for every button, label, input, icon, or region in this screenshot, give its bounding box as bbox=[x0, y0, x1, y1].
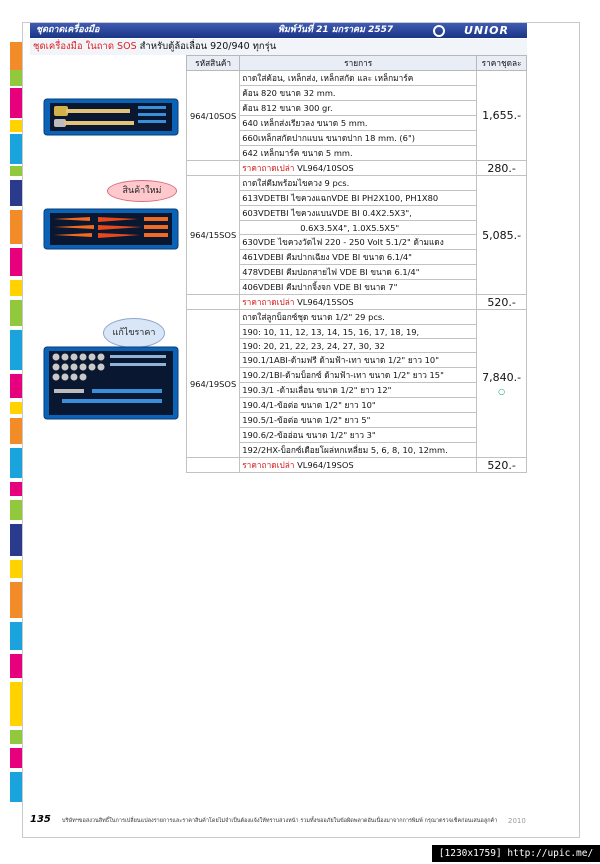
stripe bbox=[10, 166, 22, 176]
footer-disclaimer: บริษัทฯขอสงวนสิทธิ์ในการเปลี่ยนแปลงรายการและราคาสินค้าโดยไม่จำเป็นต้องแจ้งให้ทราบล่วงหน้า รวมทั้งขออภัยในข้อผิดพลาดอันเนื่องมาจากการพิมพ์ กรุณาตรวจเช็คก่อนเสนอลูกค้า bbox=[62, 818, 498, 824]
section-title-black: สำหรับตู้ล้อเลื่อน 920/940 ทุกรุ่น bbox=[136, 41, 277, 52]
stripe bbox=[10, 524, 22, 556]
tray-price-label: ราคาถาดเปล่า bbox=[242, 163, 295, 173]
stripe bbox=[10, 120, 22, 132]
tray-price-text bbox=[240, 458, 477, 473]
stripe bbox=[10, 134, 22, 164]
pliers-screwdriver-tray-image bbox=[42, 205, 180, 251]
item-text: 190.3/1 -ด้ามเลื่อน ขนาด 1/2" ยาว 12" bbox=[240, 383, 477, 398]
stripe bbox=[10, 300, 22, 326]
item-text: 190: 20, 21, 22, 23, 24, 27, 30, 32 bbox=[240, 339, 477, 353]
stripe bbox=[10, 248, 22, 276]
stripe bbox=[10, 622, 22, 650]
empty-cell bbox=[187, 295, 240, 310]
table-row bbox=[187, 71, 527, 86]
socket-set-tray-image bbox=[42, 345, 180, 421]
brand-logo-icon bbox=[433, 25, 445, 37]
brand-name: UNIOR bbox=[463, 24, 509, 37]
price-edited-badge: แก้ไขราคา bbox=[103, 318, 165, 348]
set-price-value: 7,840.- bbox=[482, 370, 522, 384]
empty-cell bbox=[187, 161, 240, 176]
tray-price-row bbox=[187, 295, 527, 310]
stripe bbox=[10, 374, 22, 398]
tray-price-label: ราคาถาดเปล่า bbox=[242, 460, 295, 470]
section-title-red: ชุดเครื่องมือ ในถาด SOS bbox=[33, 41, 137, 52]
tray-price-row bbox=[187, 161, 527, 176]
item-text: 461VDEBI คีมปากเฉียง VDE BI ขนาด 6.1/4" bbox=[240, 250, 477, 265]
print-date: พิมพ์วันที่ 21 มกราคม 2557 bbox=[278, 25, 394, 35]
stripe bbox=[10, 402, 22, 414]
table-row bbox=[187, 176, 527, 191]
set-price: 1,655.- bbox=[477, 71, 527, 161]
footer-year: 2010 bbox=[508, 817, 526, 825]
item-text: 660เหล็กสกัดปากแบน ขนาดปาก 18 mm. (6") bbox=[240, 131, 477, 146]
stripe bbox=[10, 682, 22, 726]
item-text: ค้อน 820 ขนาด 32 mm. bbox=[240, 86, 477, 101]
tray-price: 520.- bbox=[477, 295, 527, 310]
section-title bbox=[30, 39, 527, 55]
table-header-row bbox=[187, 56, 527, 71]
column-header-items: รายการ bbox=[240, 56, 477, 71]
tray-price: 280.- bbox=[477, 161, 527, 176]
stripe bbox=[10, 500, 22, 520]
page-number: 135 bbox=[30, 814, 51, 825]
stripe bbox=[10, 748, 22, 768]
price-table bbox=[186, 55, 527, 473]
image-host-watermark: [1230x1759] http://upic.me/ bbox=[432, 845, 600, 862]
tray-price-label: ราคาถาดเปล่า bbox=[242, 297, 295, 307]
product-code: 964/10SOS bbox=[187, 71, 240, 161]
item-text: 613VDETBI ไขควงแฉกVDE BI PH2X100, PH1X80 bbox=[240, 191, 477, 206]
column-header-code: รหัสสินค้า bbox=[187, 56, 240, 71]
tray-price-text bbox=[240, 161, 477, 176]
stripe bbox=[10, 418, 22, 444]
item-text: 642 เหล็กมาร์ค ขนาด 5 mm. bbox=[240, 146, 477, 161]
item-text: ค้อน 812 ขนาด 300 gr. bbox=[240, 101, 477, 116]
table-row bbox=[187, 310, 527, 325]
item-text: 190.2/1BI-ด้ามบ็อกซ์ ด้ามฟ้า-เทา ขนาด 1/2" ยาว 15" bbox=[240, 368, 477, 383]
tray-code: VL964/19SOS bbox=[297, 460, 354, 470]
stripe bbox=[10, 42, 22, 70]
header-bar bbox=[30, 23, 527, 38]
stripe bbox=[10, 654, 22, 678]
color-stripe-column bbox=[10, 30, 24, 820]
item-text: ถาดใส่ลูกบ็อกซ์ชุด ขนาด 1/2" 29 pcs. bbox=[240, 310, 477, 325]
hammer-tray-image bbox=[42, 95, 180, 137]
stripe bbox=[10, 88, 22, 118]
item-text: 0.6X3.5X4", 1.0X5.5X5" bbox=[240, 221, 477, 235]
tray-price-text bbox=[240, 295, 477, 310]
empty-cell bbox=[187, 458, 240, 473]
item-text: 640 เหล็กส่งเรียวลง ขนาด 5 mm. bbox=[240, 116, 477, 131]
stripe bbox=[10, 448, 22, 478]
item-text: 406VDEBI คีมปากจิ้งจก VDE BI ขนาด 7" bbox=[240, 280, 477, 295]
new-product-badge: สินค้าใหม่ bbox=[107, 180, 177, 202]
stripe bbox=[10, 560, 22, 578]
item-text: 478VDEBI คีมปอกสายไฟ VDE BI ขนาด 6.1/4" bbox=[240, 265, 477, 280]
item-text: 603VDETBI ไขควงแบนVDE BI 0.4X2.5X3", bbox=[240, 206, 477, 221]
stripe bbox=[10, 70, 22, 86]
tray-price: 520.- bbox=[477, 458, 527, 473]
stripe bbox=[10, 210, 22, 244]
item-text: 192/2HX-บ็อกซ์เดือยโผล่หกเหลี่ยม 5, 6, 8, 10, 12mm. bbox=[240, 443, 477, 458]
stripe bbox=[10, 730, 22, 744]
stripe bbox=[10, 180, 22, 206]
item-text: 190.5/1-ข้อต่อ ขนาด 1/2" ยาว 5" bbox=[240, 413, 477, 428]
stripe bbox=[10, 482, 22, 496]
item-text: 190.1/1ABI-ด้ามฟรี ด้ามฟ้า-เทา ขนาด 1/2" ยาว 10" bbox=[240, 353, 477, 368]
header-category: ชุดถาดเครื่องมือ bbox=[36, 25, 100, 35]
tray-code: VL964/15SOS bbox=[297, 297, 354, 307]
item-text: 190.6/2-ข้ออ่อน ขนาด 1/2" ยาว 3" bbox=[240, 428, 477, 443]
item-text: ถาดใส่ค้อน, เหล็กส่ง, เหล็กสกัด และ เหล็กมาร์ค bbox=[240, 71, 477, 86]
column-header-price: ราคาชุดละ bbox=[477, 56, 527, 71]
circle-marker-icon: ○ bbox=[498, 386, 506, 396]
item-text: ถาดใส่คีมพร้อมไขควง 9 pcs. bbox=[240, 176, 477, 191]
stripe bbox=[10, 772, 22, 802]
product-code: 964/19SOS bbox=[187, 310, 240, 458]
product-code: 964/15SOS bbox=[187, 176, 240, 295]
tray-price-row bbox=[187, 458, 527, 473]
item-text: 190: 10, 11, 12, 13, 14, 15, 16, 17, 18, 19, bbox=[240, 325, 477, 339]
stripe bbox=[10, 330, 22, 370]
set-price bbox=[477, 310, 527, 458]
set-price: 5,085.- bbox=[477, 176, 527, 295]
stripe bbox=[10, 582, 22, 618]
item-text: 190.4/1-ข้อต่อ ขนาด 1/2" ยาว 10" bbox=[240, 398, 477, 413]
tray-code: VL964/10SOS bbox=[297, 163, 354, 173]
item-text: 630VDE ไขควงวัดไฟ 220 - 250 Volt 5.1/2" ด้ามแดง bbox=[240, 235, 477, 250]
stripe bbox=[10, 280, 22, 296]
